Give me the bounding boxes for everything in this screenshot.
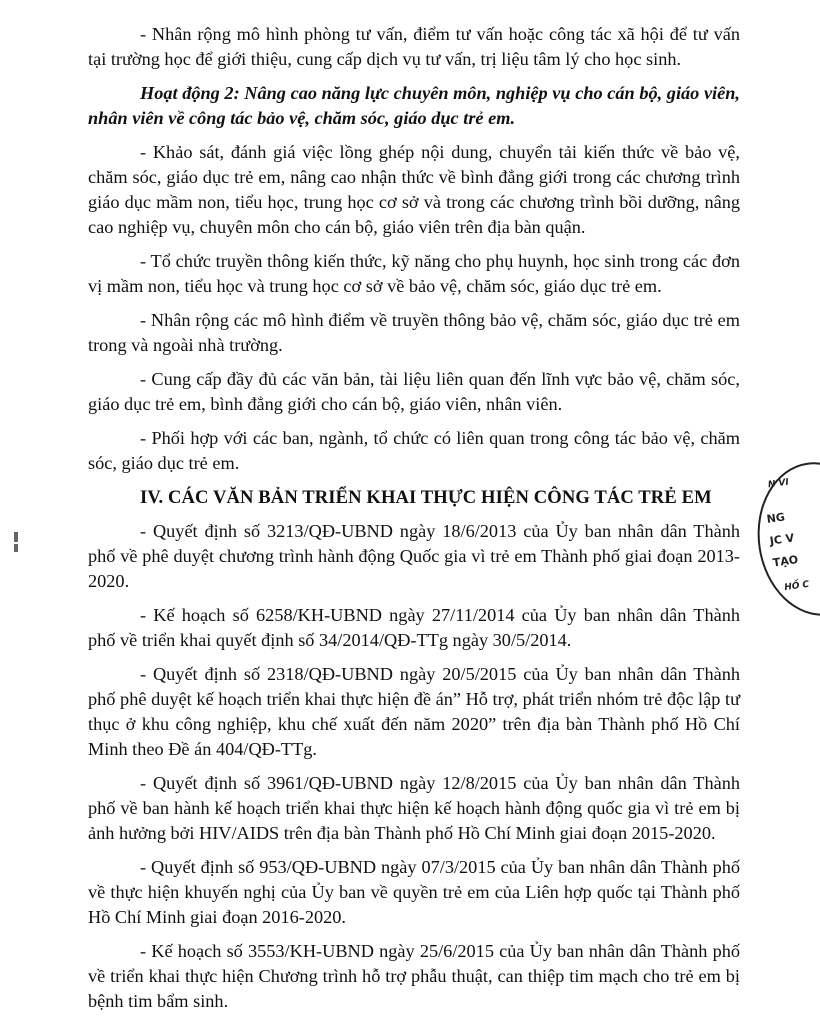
paragraph-counseling-model: - Nhân rộng mô hình phòng tư vấn, điểm tư vấn hoặc công tác xã hội để tư vấn tại trường học để giới thiệu, cung cấp dịch vụ tư vấn, trị liệu tâm lý cho học sinh. (88, 24, 740, 69)
margin-scan-mark (14, 544, 18, 552)
paragraph-documents-supply: - Cung cấp đầy đủ các văn bản, tài liệu liên quan đến lĩnh vực bảo vệ, chăm sóc, giáo dục trẻ em, bình đẳng giới cho cán bộ, giáo viên, nhân viên. (88, 369, 740, 414)
stamp-text-line-2: JC V (768, 531, 796, 548)
section-iv-heading: IV. CÁC VĂN BẢN TRIỂN KHAI THỰC HIỆN CÔNG TÁC TRẺ EM (140, 487, 712, 508)
official-seal-stamp (748, 454, 820, 623)
paragraph-decision-3213: - Quyết định số 3213/QĐ-UBND ngày 18/6/2013 của Ủy ban nhân dân Thành phố về phê duyệt chương trình hành động Quốc gia vì trẻ em Thành phố giai đoạn 2013-2020. (88, 521, 740, 591)
stamp-text-top: N VI (767, 477, 790, 491)
document-page (88, 22, 740, 1023)
stamp-text-line-1: NG (765, 510, 786, 526)
paragraph-plan-6258: - Kế hoạch số 6258/KH-UBND ngày 27/11/2014 của Ủy ban nhân dân Thành phố về triển khai quyết định số 34/2014/QĐ-TTg ngày 30/5/2014. (88, 605, 740, 650)
paragraph-decision-3961: - Quyết định số 3961/QĐ-UBND ngày 12/8/2015 của Ủy ban nhân dân Thành phố về ban hành kế hoạch triển khai thực hiện kế hoạch hành động quốc gia vì trẻ em bị ảnh hưởng bởi HIV/AIDS trên địa bàn Thành phố Hồ Chí Minh giai đoạn 2015-2020. (88, 773, 740, 843)
stamp-text-bottom: HỒ C (783, 579, 810, 594)
paragraph-communication: - Tổ chức truyền thông kiến thức, kỹ năng cho phụ huynh, học sinh trong các đơn vị mầm non, tiểu học và trung học cơ sở về bảo vệ, chăm sóc, giáo dục trẻ em. (88, 251, 740, 296)
paragraph-decision-2318: - Quyết định số 2318/QĐ-UBND ngày 20/5/2015 của Ủy ban nhân dân Thành phố phê duyệt kế hoạch triển khai thực hiện đề án” Hỗ trợ, phát triển nhóm trẻ độc lập tư thục ở khu công nghiệp, khu chế xuất đến năm 2020” trên địa bàn Thành phố Hồ Chí Minh theo Đề án 404/QĐ-TTg. (88, 664, 740, 759)
paragraph-model-replication: - Nhân rộng các mô hình điểm về truyền thông bảo vệ, chăm sóc, giáo dục trẻ em trong và ngoài nhà trường. (88, 310, 740, 355)
margin-scan-mark (14, 532, 18, 542)
paragraph-decision-953: - Quyết định số 953/QĐ-UBND ngày 07/3/2015 của Ủy ban nhân dân Thành phố về thực hiện khuyến nghị của Ủy ban về quyền trẻ em của Liên hợp quốc tại Thành phố Hồ Chí Minh giai đoạn 2016-2020. (88, 857, 740, 927)
paragraph-coordination: - Phối hợp với các ban, ngành, tổ chức có liên quan trong công tác bảo vệ, chăm sóc, giáo dục trẻ em. (88, 428, 740, 473)
paragraph-plan-3553: - Kế hoạch số 3553/KH-UBND ngày 25/6/2015 của Ủy ban nhân dân Thành phố về triển khai thực hiện Chương trình hỗ trợ phẫu thuật, can thiệp tim mạch cho trẻ em bị bệnh tim bẩm sinh. (88, 941, 740, 1011)
paragraph-survey: - Khảo sát, đánh giá việc lồng ghép nội dung, chuyển tải kiến thức về bảo vệ, chăm sóc, giáo dục trẻ em, nâng cao nhận thức về bình đẳng giới trong các chương trình giáo dục mầm non, tiểu học, trung học cơ sở và trong các chương trình bồi dưỡng, nâng cao nghiệp vụ, chuyên môn cho cán bộ, giáo viên trên địa bàn quận. (88, 142, 740, 237)
activity-2-heading: Hoạt động 2: Nâng cao năng lực chuyên môn, nghiệp vụ cho cán bộ, giáo viên, nhân viên về công tác bảo vệ, chăm sóc, giáo dục trẻ em. (88, 83, 740, 128)
stamp-text-line-3: TẠO (771, 553, 799, 570)
